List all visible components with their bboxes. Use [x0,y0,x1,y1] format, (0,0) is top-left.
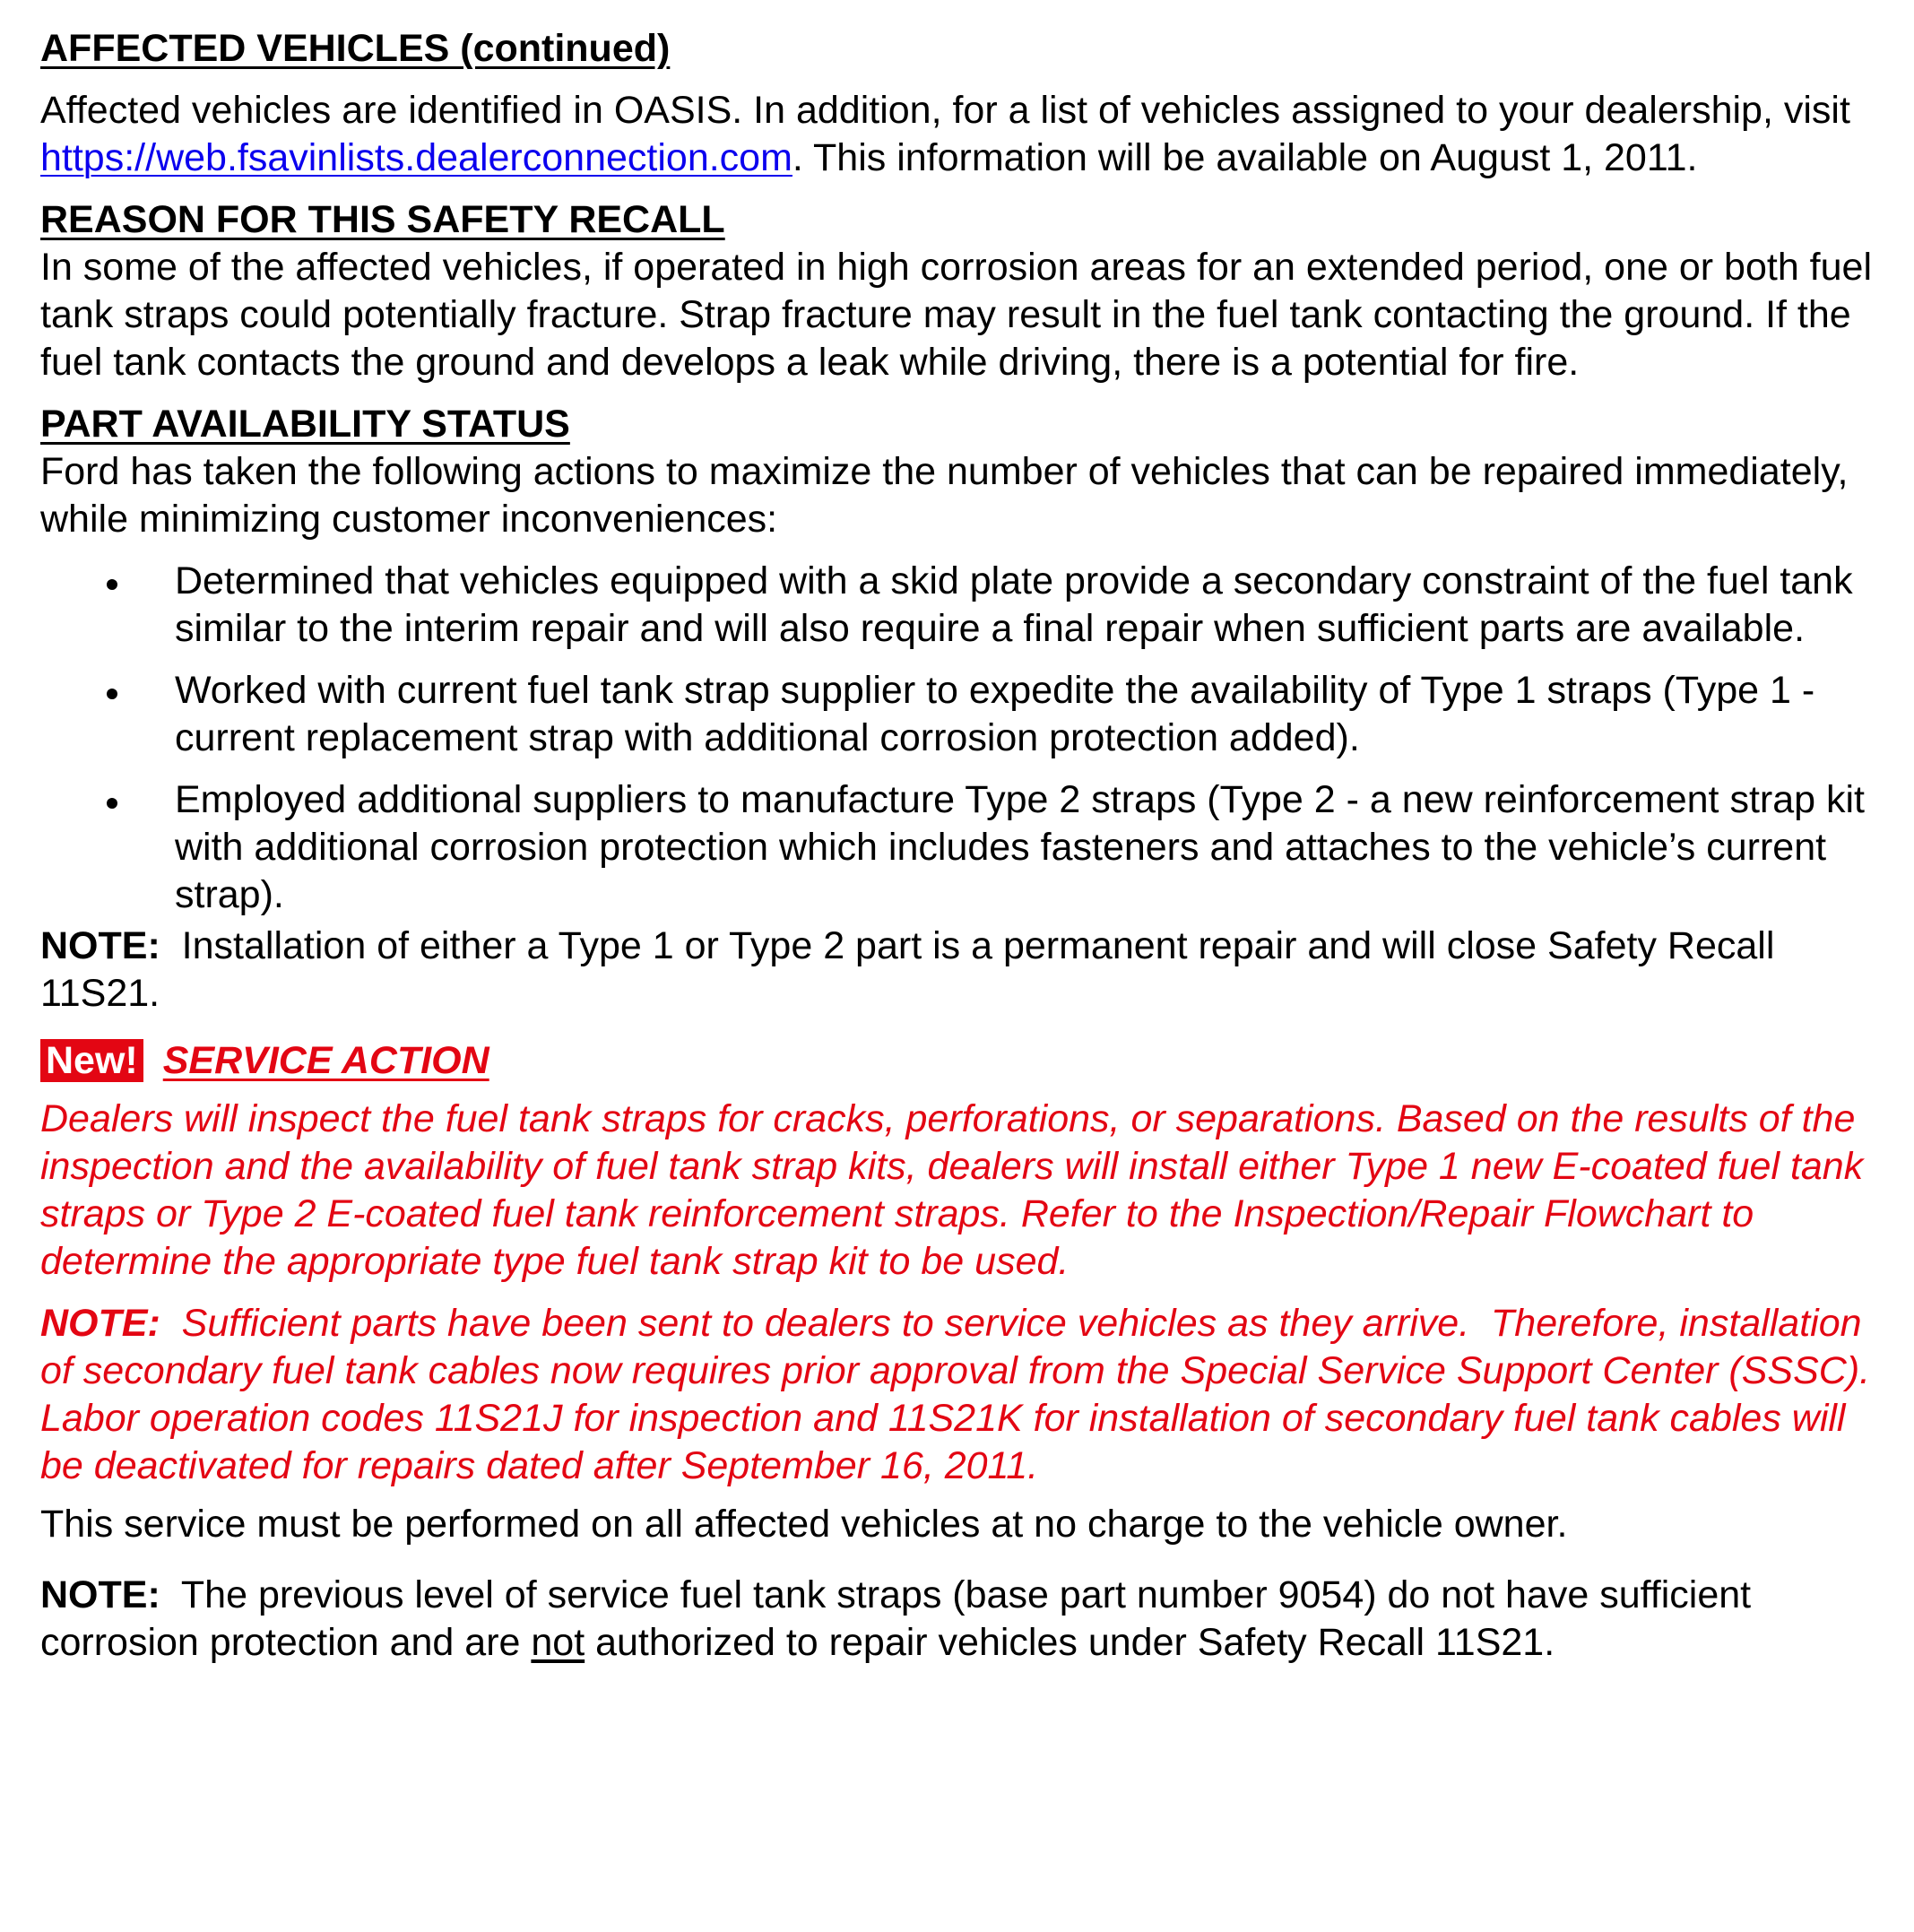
bullet-icon [107,689,117,699]
list-item: Determined that vehicles equipped with a skid plate provide a secondary constraint of the fuel tank similar to the interim repair and will also require a final repair when sufficient parts are available. [40,558,1887,653]
reason-text: In some of the affected vehicles, if operated in high corrosion areas for an extended period, one or both fuel tank straps could potentially fracture. Strap fracture may result in the fuel tank contacting the ground. If the fuel tank contacts the ground and develops a leak while driving, there is a potential for fire. [40,246,1873,384]
part-availability-intro: Ford has taken the following actions to maximize the number of vehicles that can be repaired immediately, while minimizing customer inconveniences: [40,450,1849,541]
reason-heading: REASON FOR THIS SAFETY RECALL [40,198,725,241]
new-badge: New! [40,1039,143,1082]
affected-vehicles-text: Affected vehicles are identified in OASIS. In addition, for a list of vehicles assigned to your dealership, visit https://web.fsavinlists.dealerconnection.com. This information will be available on August 1, 2011. [40,89,1850,179]
service-action-heading: SERVICE ACTION [162,1039,489,1082]
part-availability-list [40,558,1887,919]
reason-section [40,196,1887,386]
list-item: Worked with current fuel tank strap supplier to expedite the availability of Type 1 straps (Type 1 - current replacement strap with additional corrosion protection added). [40,667,1887,762]
service-action-text: Dealers will inspect the fuel tank straps for cracks, perforations, or separations. Based on the results of the inspection and the availability of fuel tank strap kits, dealers will install either Type 1 new E-coated fuel tank straps or Type 2 E-coated fuel tank reinforcement straps. Refer to the Inspection/Repair Flowchart to determine the appropriate type fuel tank strap kit to be used. [40,1097,1864,1283]
list-item: Employed additional suppliers to manufacture Type 2 straps (Type 2 - a new reinforcement strap kit with additional corrosion protection which includes fasteners and attaches to the vehicle’s current strap). [40,776,1887,919]
service-action-heading-row [40,1037,1887,1085]
part-availability-note: NOTE: Installation of either a Type 1 or Type 2 part is a permanent repair and will close Safety Recall 11S21. [40,924,1786,1015]
affected-vehicles-section [40,25,1887,182]
bullet-icon [107,579,117,590]
affected-vehicles-heading: AFFECTED VEHICLES (continued) [40,27,671,70]
part-availability-heading: PART AVAILABILITY STATUS [40,403,570,446]
service-action-section [40,1037,1892,1667]
not-emphasis: not [531,1621,585,1664]
service-action-note: NOTE: Sufficient parts have been sent to dealers to service vehicles as they arrive. Therefore, installation of secondary fuel tank cables now requires prior approval from the Special Service Support Center (SSSC). Labor operation codes 11S21J for inspection and 11S21K for installation of secondary fuel tank cables will be deactivated for repairs dated after September 16, 2011. [40,1302,1892,1487]
vin-list-link[interactable]: https://web.fsavinlists.dealerconnection.com [40,136,792,179]
document-page [40,25,1892,1681]
final-note: NOTE: The previous level of service fuel tank straps (base part number 9054) do not have sufficient corrosion protection and are not authorized to repair vehicles under Safety Recall 11S21. [40,1573,1762,1664]
part-availability-section [40,401,1887,1018]
no-charge-text: This service must be performed on all affected vehicles at no charge to the vehicle owner. [40,1503,1568,1546]
bullet-icon [107,798,117,809]
